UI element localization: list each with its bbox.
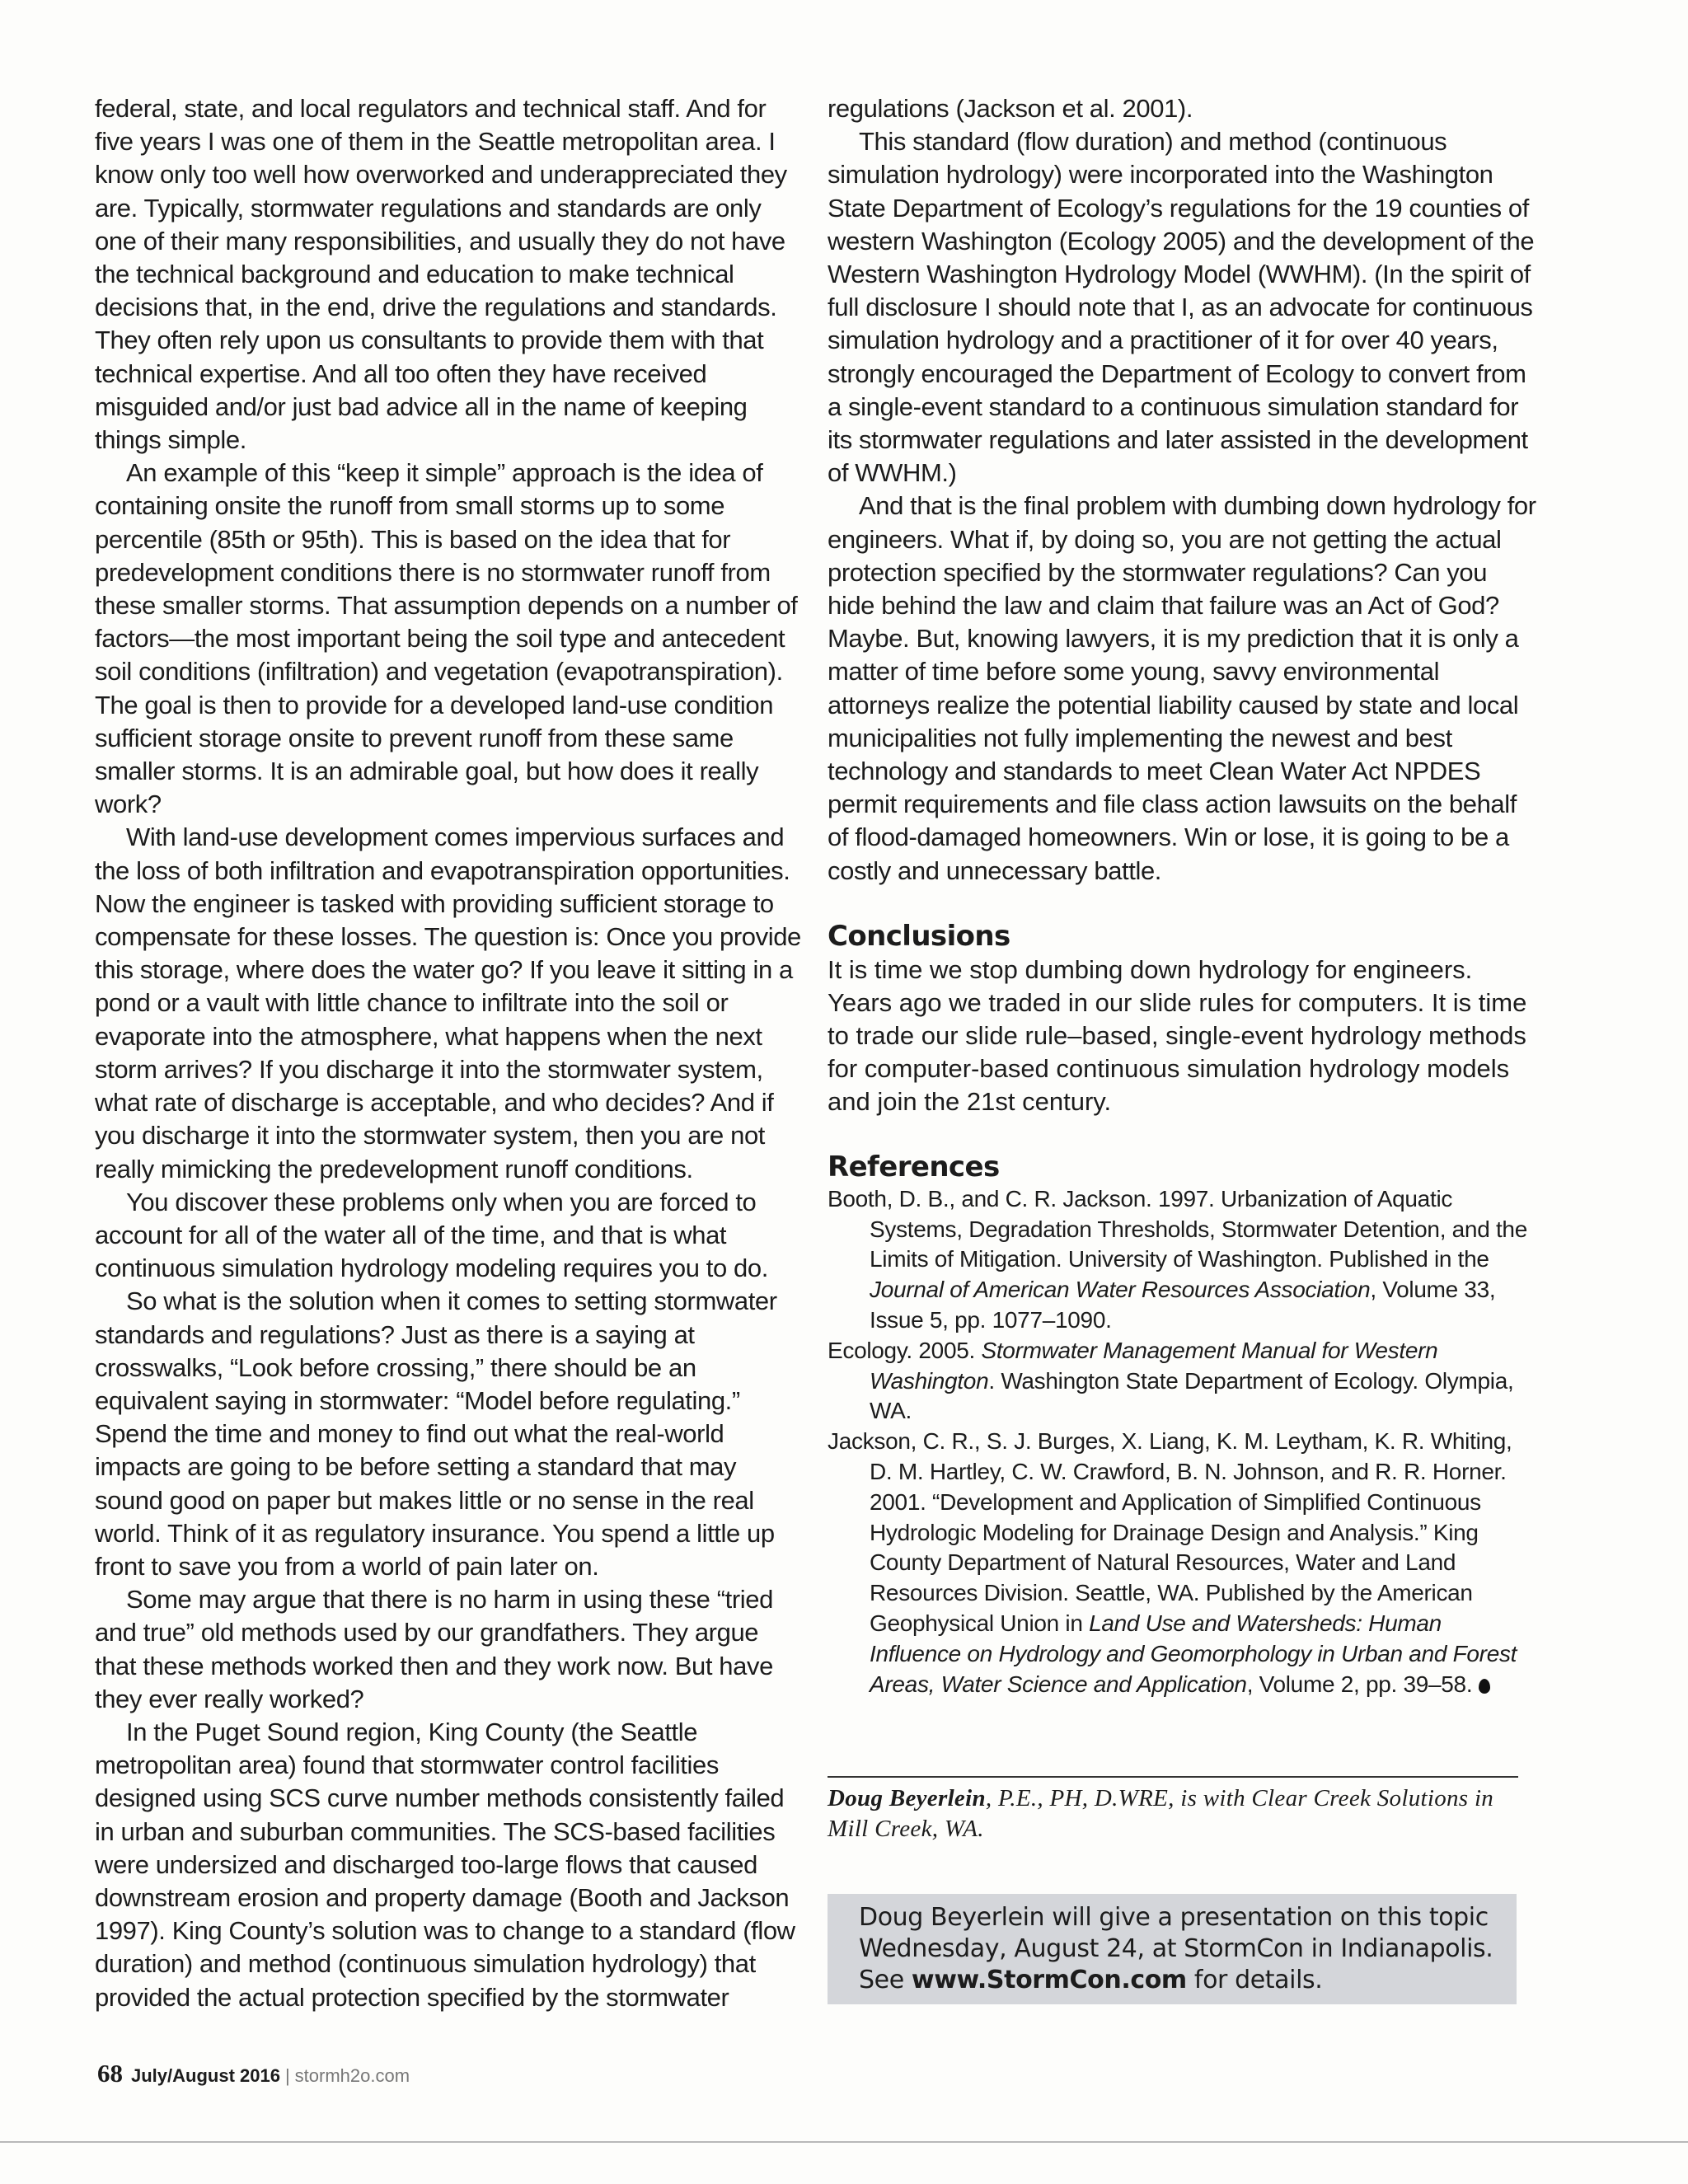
promo-text (859, 1902, 1502, 1996)
left-column (95, 92, 804, 2014)
issue-date: July/August 2016 (131, 2065, 280, 2086)
promo-link[interactable]: www.StormCon.com (911, 1966, 1187, 1994)
body-paragraph: In the Puget Sound region, King County (the Seattle metropolitan area) found that stormwater control facilities designed using SCS curve number methods consistently failed in urban and suburban communities. The SCS-based facilities were undersized and discharged too-large flows that caused downstream erosion and property damage (Booth and Jackson 1997). King County’s solution was to change to a standard (flow duration) and method (continuous simulation hydrology) that provided the actual protection specified by the stormwater (95, 1717, 795, 2012)
bio-divider (828, 1776, 1518, 1778)
footer-separator: | (284, 2065, 290, 2086)
body-paragraph: This standard (flow duration) and method (continuous simulation hydrology) were incorporated into the Washington State Department of Ecology’s regulations for the 19 counties of western Washington (Ecology 2005) and the development of the Western Washington Hydrology Model (WWHM). (In the spirit of full disclosure I should note that I, as an advocate for continuous simulation hydrology and a practitioner of it for over 40 years, strongly encouraged the Department of Ecology to convert from a single-event standard to a continuous simulation standard for its stormwater regulations and later assisted in the development of WWHM.) (828, 127, 1535, 488)
reference-item (828, 1336, 1536, 1427)
body-paragraph: An example of this “keep it simple” approach is the idea of containing onsite the runoff from small storms up to some percentile (85th or 95th). This is based on the idea that for predevelopment conditions there is no stormwater runoff from these smaller storms. That assumption depends on a number of factors—the most important being the soil type and antecedent soil conditions (infiltration) and vegetation (evapotranspiration). The goal is then to provide for a developed land-use condition sufficient storage onsite to prevent runoff from these same smaller storms. It is an admirable goal, but how does it really work? (95, 458, 798, 819)
reference-text: Ecology. 2005. (828, 1337, 982, 1363)
promo-text-before: Doug Beyerlein will give a presentation on this topic Wednesday, August 24, at StormCon in Indianapolis. See (859, 1903, 1493, 1994)
reference-text: Booth, D. B., and C. R. Jackson. 1997. Urbanization of Aquatic Systems, Degradation Thresholds, Stormwater Detention, and the Limits of Mitigation. University of Washington. Published in the (828, 1185, 1527, 1272)
promo-text-after: for details. (1186, 1966, 1323, 1994)
site-url: stormh2o.com (294, 2065, 410, 2086)
reference-item (828, 1427, 1536, 1699)
reference-title: Journal of American Water Resources Association (870, 1277, 1371, 1303)
reference-text: . Washington State Department of Ecology. Olympia, WA. (870, 1367, 1514, 1424)
body-paragraph: regulations (Jackson et al. 2001). (828, 94, 1193, 123)
reference-item (828, 1184, 1536, 1336)
body-paragraph: Some may argue that there is no harm in using these “tried and true” old methods used by our grandfathers. They argue that these methods worked then and they work now. But have they ever really worked? (95, 1585, 773, 1713)
page-edge-divider (0, 2141, 1688, 2143)
body-paragraph: And that is the final problem with dumbing down hydrology for engineers. What if, by doing so, you are not getting the actual protection specified by the stormwater regulations? Can you hide behind the law and claim that failure was an Act of God? Maybe. But, knowing lawyers, it is my prediction that it is only a matter of time before some young, savvy environmental attorneys realize the potential liability caused by state and local municipalities not fully implementing the newest and best technology and standards to meet Clean Water Act NPDES permit requirements and file class action lawsuits on the behalf of flood-damaged homeowners. Win or lose, it is going to be a costly and unnecessary battle. (828, 491, 1536, 885)
reference-text: , Volume 2, pp. 39–58. (1246, 1671, 1473, 1697)
reference-text: Jackson, C. R., S. J. Burges, X. Liang, K. M. Leytham, K. R. Whiting, D. M. Hartley, C. W. Crawford, B. N. Johnson, and R. R. Horner. 2001. “Development and Application of Simplified Continuous Hydrologic Modeling for Drainage Design and Analysis.” King County Department of Natural Resources, Water and Land Resources Division. Seattle, WA. Published by the American Geophysical Union in (828, 1428, 1512, 1637)
author-name: Doug Beyerlein (828, 1785, 986, 1811)
body-paragraph: So what is the solution when it comes to setting stormwater standards and regulations? Just as there is a saying at crosswalks, “Look before crossing,” there should be an equivalent saying in stormwater: “Model before regulating.” Spend the time and money to find out what the real-world impacts are going to be before setting a standard that may sound good on paper but makes little or no sense in the real world. Think of it as regulatory insurance. You spend a little up front to save you from a world of pain later on. (95, 1286, 777, 1581)
references-heading: References (828, 1150, 1000, 1183)
reference-title: Land Use and Watersheds: Human Influence on Hydrology and Geomorphology in Urban and Forest Areas, Water Science and Application (870, 1610, 1517, 1697)
right-column (828, 92, 1536, 1699)
references-list (828, 1184, 1536, 1700)
author-bio (828, 1783, 1518, 1844)
conclusions-text: It is time we stop dumbing down hydrology for engineers. Years ago we traded in our slide rules for computers. It is time to trade our slide rule–based, single-event hydrology methods for computer-based continuous simulation hydrology models and join the 21st century. (828, 954, 1527, 1116)
author-credentials: , P.E., PH, D.WRE, is with Clear Creek Solutions in Mill Creek, WA. (828, 1785, 1494, 1842)
water-drop-icon (1479, 1679, 1490, 1694)
conclusions-heading: Conclusions (828, 919, 1010, 953)
promo-box (828, 1894, 1517, 2004)
body-paragraph: With land-use development comes impervious surfaces and the loss of both infiltration and evapotranspiration opportunities. Now the engineer is tasked with providing sufficient storage to compensate for these losses. The question is: Once you provide this storage, where does the water go? If you leave it sitting in a pond or a vault with little chance to infiltrate into the soil or evaporate into the atmosphere, what happens when the next storm arrives? If you discharge it into the stormwater system, what rate of discharge is acceptable, and who decides? And if you discharge it into the stormwater system, then you are not really mimicking the predevelopment runoff conditions. (95, 823, 801, 1183)
page-footer (97, 2060, 410, 2089)
reference-text: , Volume 33, Issue 5, pp. 1077–1090. (870, 1277, 1496, 1333)
reference-title: Stormwater Management Manual for Western Washington (870, 1337, 1438, 1394)
body-paragraph: federal, state, and local regulators and technical staff. And for five years I was one of them in the Seattle metropolitan area. I know only too well how overworked and underappreciated they are. Typically, stormwater regulations and standards are only one of their many responsibilities, and usually they do not have the technical background and education to make technical decisions that, in the end, drive the regulations and standards. They often rely upon us consultants to provide them with that technical expertise. And all too often they have received misguided and/or just bad advice all in the name of keeping things simple. (95, 94, 787, 455)
page-number: 68 (97, 2059, 123, 2088)
body-paragraph: You discover these problems only when you are forced to account for all of the water all of the time, and that is what continuous simulation hydrology modeling requires you to do. (95, 1187, 768, 1283)
